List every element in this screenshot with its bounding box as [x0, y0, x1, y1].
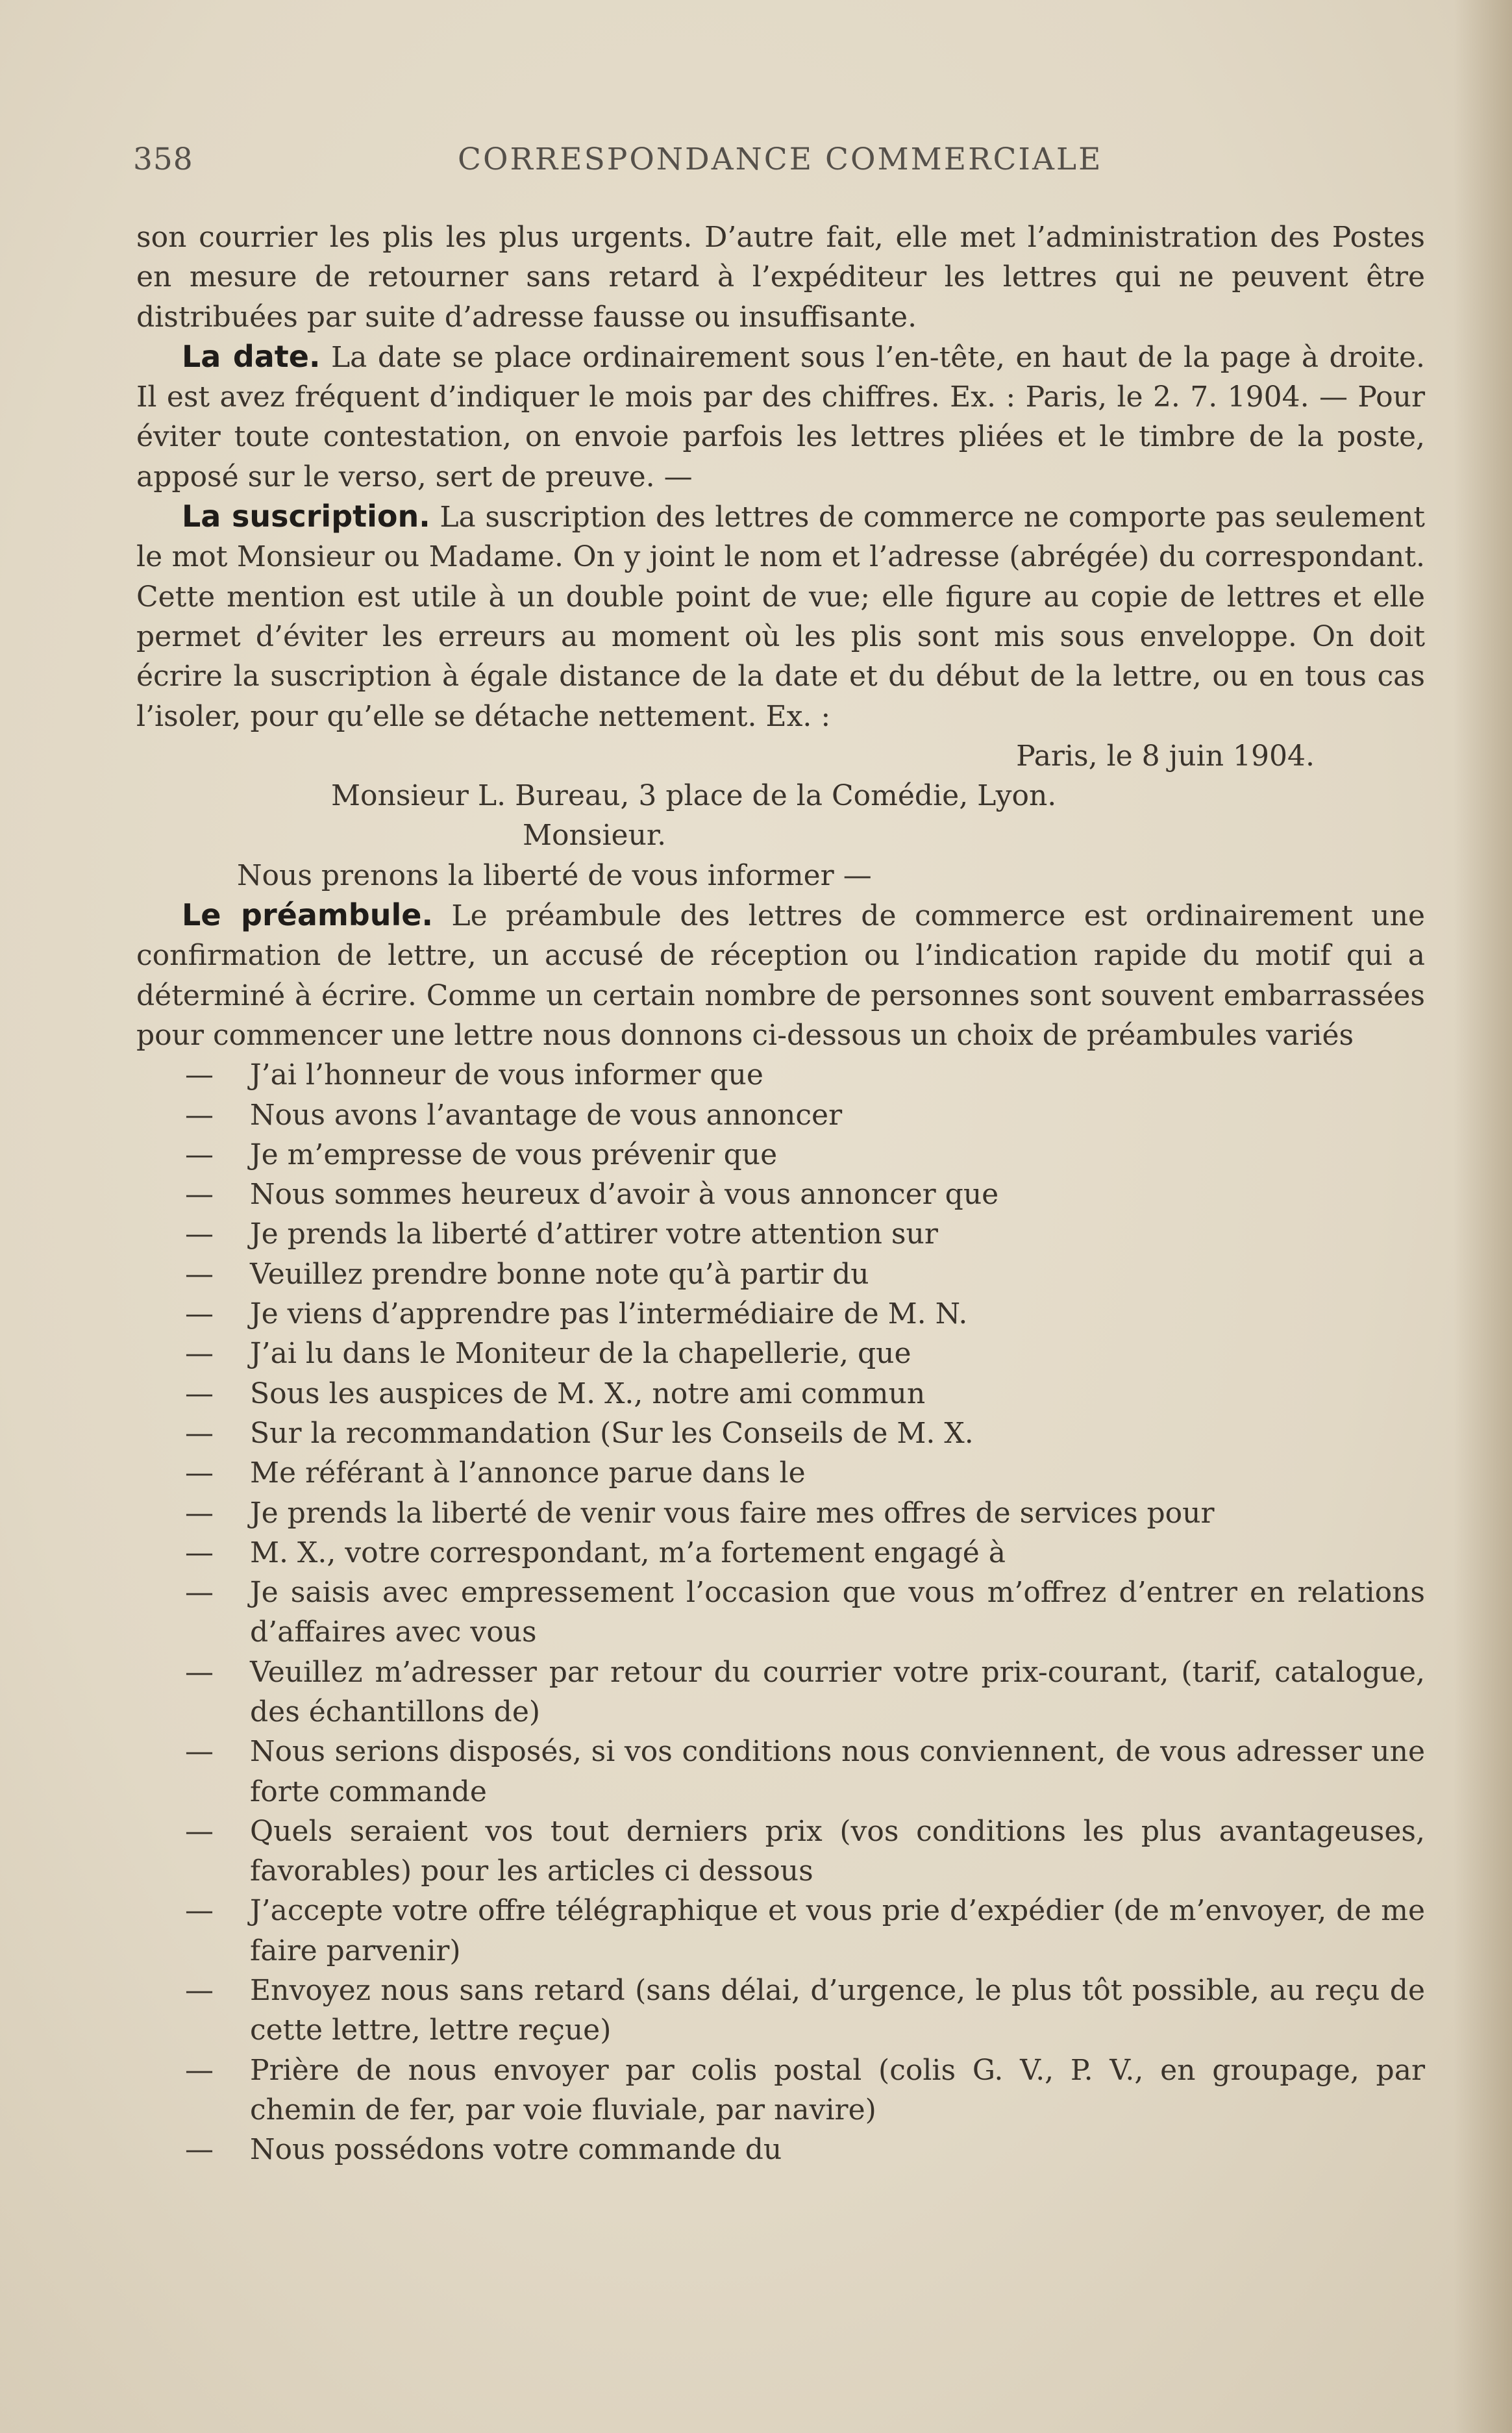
page-edge-shadow [1454, 0, 1512, 2433]
list-item-text: Nous serions disposés, si vos conditions nous conviennent, de vous adresser une forte commande [250, 1735, 1425, 1808]
date-paragraph [136, 337, 1425, 497]
list-item-text: Je m’empresse de vous prévenir que [250, 1138, 778, 1171]
list-item [136, 1493, 1425, 1533]
list-dash: — [185, 1536, 214, 1569]
list-dash: — [185, 1217, 214, 1251]
list-item-text: J’accepte votre offre télégraphique et vous prie d’expédier (de m’envoyer, de me faire parvenir) [250, 1894, 1425, 1967]
list-item [136, 1414, 1425, 1453]
example-opening: Nous prenons la liberté de vous informer — [237, 858, 872, 892]
example-address-line: Monsieur L. Bureau, 3 place de la Comédie, Lyon. [331, 779, 1057, 813]
date-heading: La date. [182, 338, 321, 374]
list-item [136, 1095, 1425, 1135]
intro-paragraph: son courrier les plis les plus urgents. D’autre fait, elle met l’administration des Postes en mesure de retourner sans retard à l’expéditeur les lettres qui ne peuvent être distribuées par suite d’adresse fausse ou insuffisante. [136, 221, 1425, 334]
list-dash: — [185, 1576, 214, 1610]
list-item-text: Envoyez nous sans retard (sans délai, d’urgence, le plus tôt possible, au reçu de cette lettre, lettre reçue) [250, 1974, 1425, 2047]
list-item-text: Je prends la liberté d’attirer votre attention sur [250, 1217, 938, 1251]
preambule-text: Le préambule des lettres de commerce est ordinairement une confirmation de lettre, un accusé de réception ou l’indication rapide du motif qui a déterminé à écrire. Comme un certain nombre de personnes sont souvent embarrassées pour commencer une lettre nous donnons ci-dessous un choix de préambules variés [136, 899, 1425, 1052]
list-item-text: Veuillez prendre bonne note qu’à partir du [250, 1257, 869, 1291]
list-item-text: Sur la recommandation (Sur les Conseils de M. X. [250, 1416, 974, 1450]
list-item-text: J’ai l’honneur de vous informer que [250, 1058, 763, 1092]
list-dash: — [185, 2053, 214, 2087]
list-dash: — [185, 2133, 214, 2167]
preambule-paragraph [136, 895, 1425, 1055]
list-item [136, 1573, 1425, 1653]
running-header [133, 142, 1107, 181]
page-number: 358 [133, 142, 193, 177]
list-dash: — [185, 1297, 214, 1331]
page-body [136, 218, 1425, 2170]
example-date-line: Paris, le 8 juin 1904. [1016, 739, 1315, 773]
list-dash: — [185, 1138, 214, 1171]
list-item [136, 1294, 1425, 1334]
list-item-text: Je prends la liberté de venir vous faire mes offres de services pour [250, 1496, 1215, 1530]
list-item [136, 1374, 1425, 1414]
list-item-text: Nous avons l’avantage de vous annoncer [250, 1098, 843, 1132]
list-item [136, 1135, 1425, 1175]
list-dash: — [185, 1814, 214, 1848]
list-dash: — [185, 1178, 214, 1212]
list-item [136, 1175, 1425, 1214]
example-salutation: Monsieur. [523, 819, 667, 853]
list-item [136, 1732, 1425, 1812]
list-item-text: Quels seraient vos tout derniers prix (vos conditions les plus avantageuses, favorables) pour les articles ci dessous [250, 1814, 1425, 1888]
list-item [136, 1971, 1425, 2051]
list-item [136, 1891, 1425, 1971]
list-item-text: Veuillez m’adresser par retour du courrier votre prix-courant, (tarif, catalogue, des échantillons de) [250, 1655, 1425, 1728]
list-dash: — [185, 1974, 214, 2008]
list-item-text: M. X., votre correspondant, m’a fortement engagé à [250, 1536, 1006, 1569]
list-item-text: Me référant à l’annonce parue dans le [250, 1456, 806, 1490]
list-item [136, 1055, 1425, 1095]
list-dash: — [185, 1456, 214, 1490]
list-item-text: Je viens d’apprendre pas l’intermédiaire de M. N. [250, 1297, 968, 1331]
list-item-text: J’ai lu dans le Moniteur de la chapellerie, que [250, 1337, 911, 1371]
list-item [136, 1812, 1425, 1891]
list-dash: — [185, 1377, 214, 1410]
list-dash: — [185, 1655, 214, 1689]
preambule-list [136, 1055, 1425, 2169]
list-item-text: Je saisis avec empressement l’occasion que vous m’offrez d’entrer en relations d’affaires avec vous [250, 1576, 1425, 1649]
list-dash: — [185, 1416, 214, 1450]
list-item [136, 2130, 1425, 2169]
list-item-text: Prière de nous envoyer par colis postal (colis G. V., P. V., en groupage, par chemin de fer, par voie fluviale, par navire) [250, 2053, 1425, 2127]
preambule-heading: Le préambule. [182, 897, 433, 933]
list-item-text: Nous possédons votre commande du [250, 2133, 782, 2167]
list-dash: — [185, 1058, 214, 1092]
list-item [136, 1254, 1425, 1294]
suscription-text: La suscription des lettres de commerce ne comporte pas seulement le mot Monsieur ou Madame. On y joint le nom et l’adresse (abrégée) du correspondant. Cette mention est utile à un double point de vue; elle figure au copie de lettres et elle permet d’éviter les erreurs au moment où les plis sont mis sous enveloppe. On doit écrire la suscription à égale distance de la date et du début de la lettre, ou en tous cas l’isoler, pour qu’elle se détache nettement. Ex. : [136, 501, 1425, 733]
list-item-text: Nous sommes heureux d’avoir à vous annoncer que [250, 1178, 999, 1212]
list-item [136, 1453, 1425, 1493]
list-item [136, 2051, 1425, 2130]
list-dash: — [185, 1894, 214, 1928]
suscription-paragraph [136, 497, 1425, 736]
suscription-heading: La suscription. [182, 499, 430, 534]
list-dash: — [185, 1337, 214, 1371]
list-dash: — [185, 1735, 214, 1769]
list-item [136, 1214, 1425, 1254]
list-dash: — [185, 1496, 214, 1530]
list-item [136, 1533, 1425, 1573]
list-item [136, 1653, 1425, 1732]
date-text: La date se place ordinairement sous l’en-tête, en haut de la page à droite. Il est avez fréquent d’indiquer le mois par des chiffres. Ex. : Paris, le 2. 7. 1904. — Pour éviter toute contestation, on envoie parfois les lettres pliées et le timbre de la poste, apposé sur le verso, sert de preuve. — [136, 340, 1426, 493]
list-dash: — [185, 1098, 214, 1132]
running-title: CORRESPONDANCE COMMERCIALE [458, 142, 1103, 177]
list-item-text: Sous les auspices de M. X., notre ami commun [250, 1377, 926, 1410]
list-item [136, 1334, 1425, 1373]
list-dash: — [185, 1257, 214, 1291]
